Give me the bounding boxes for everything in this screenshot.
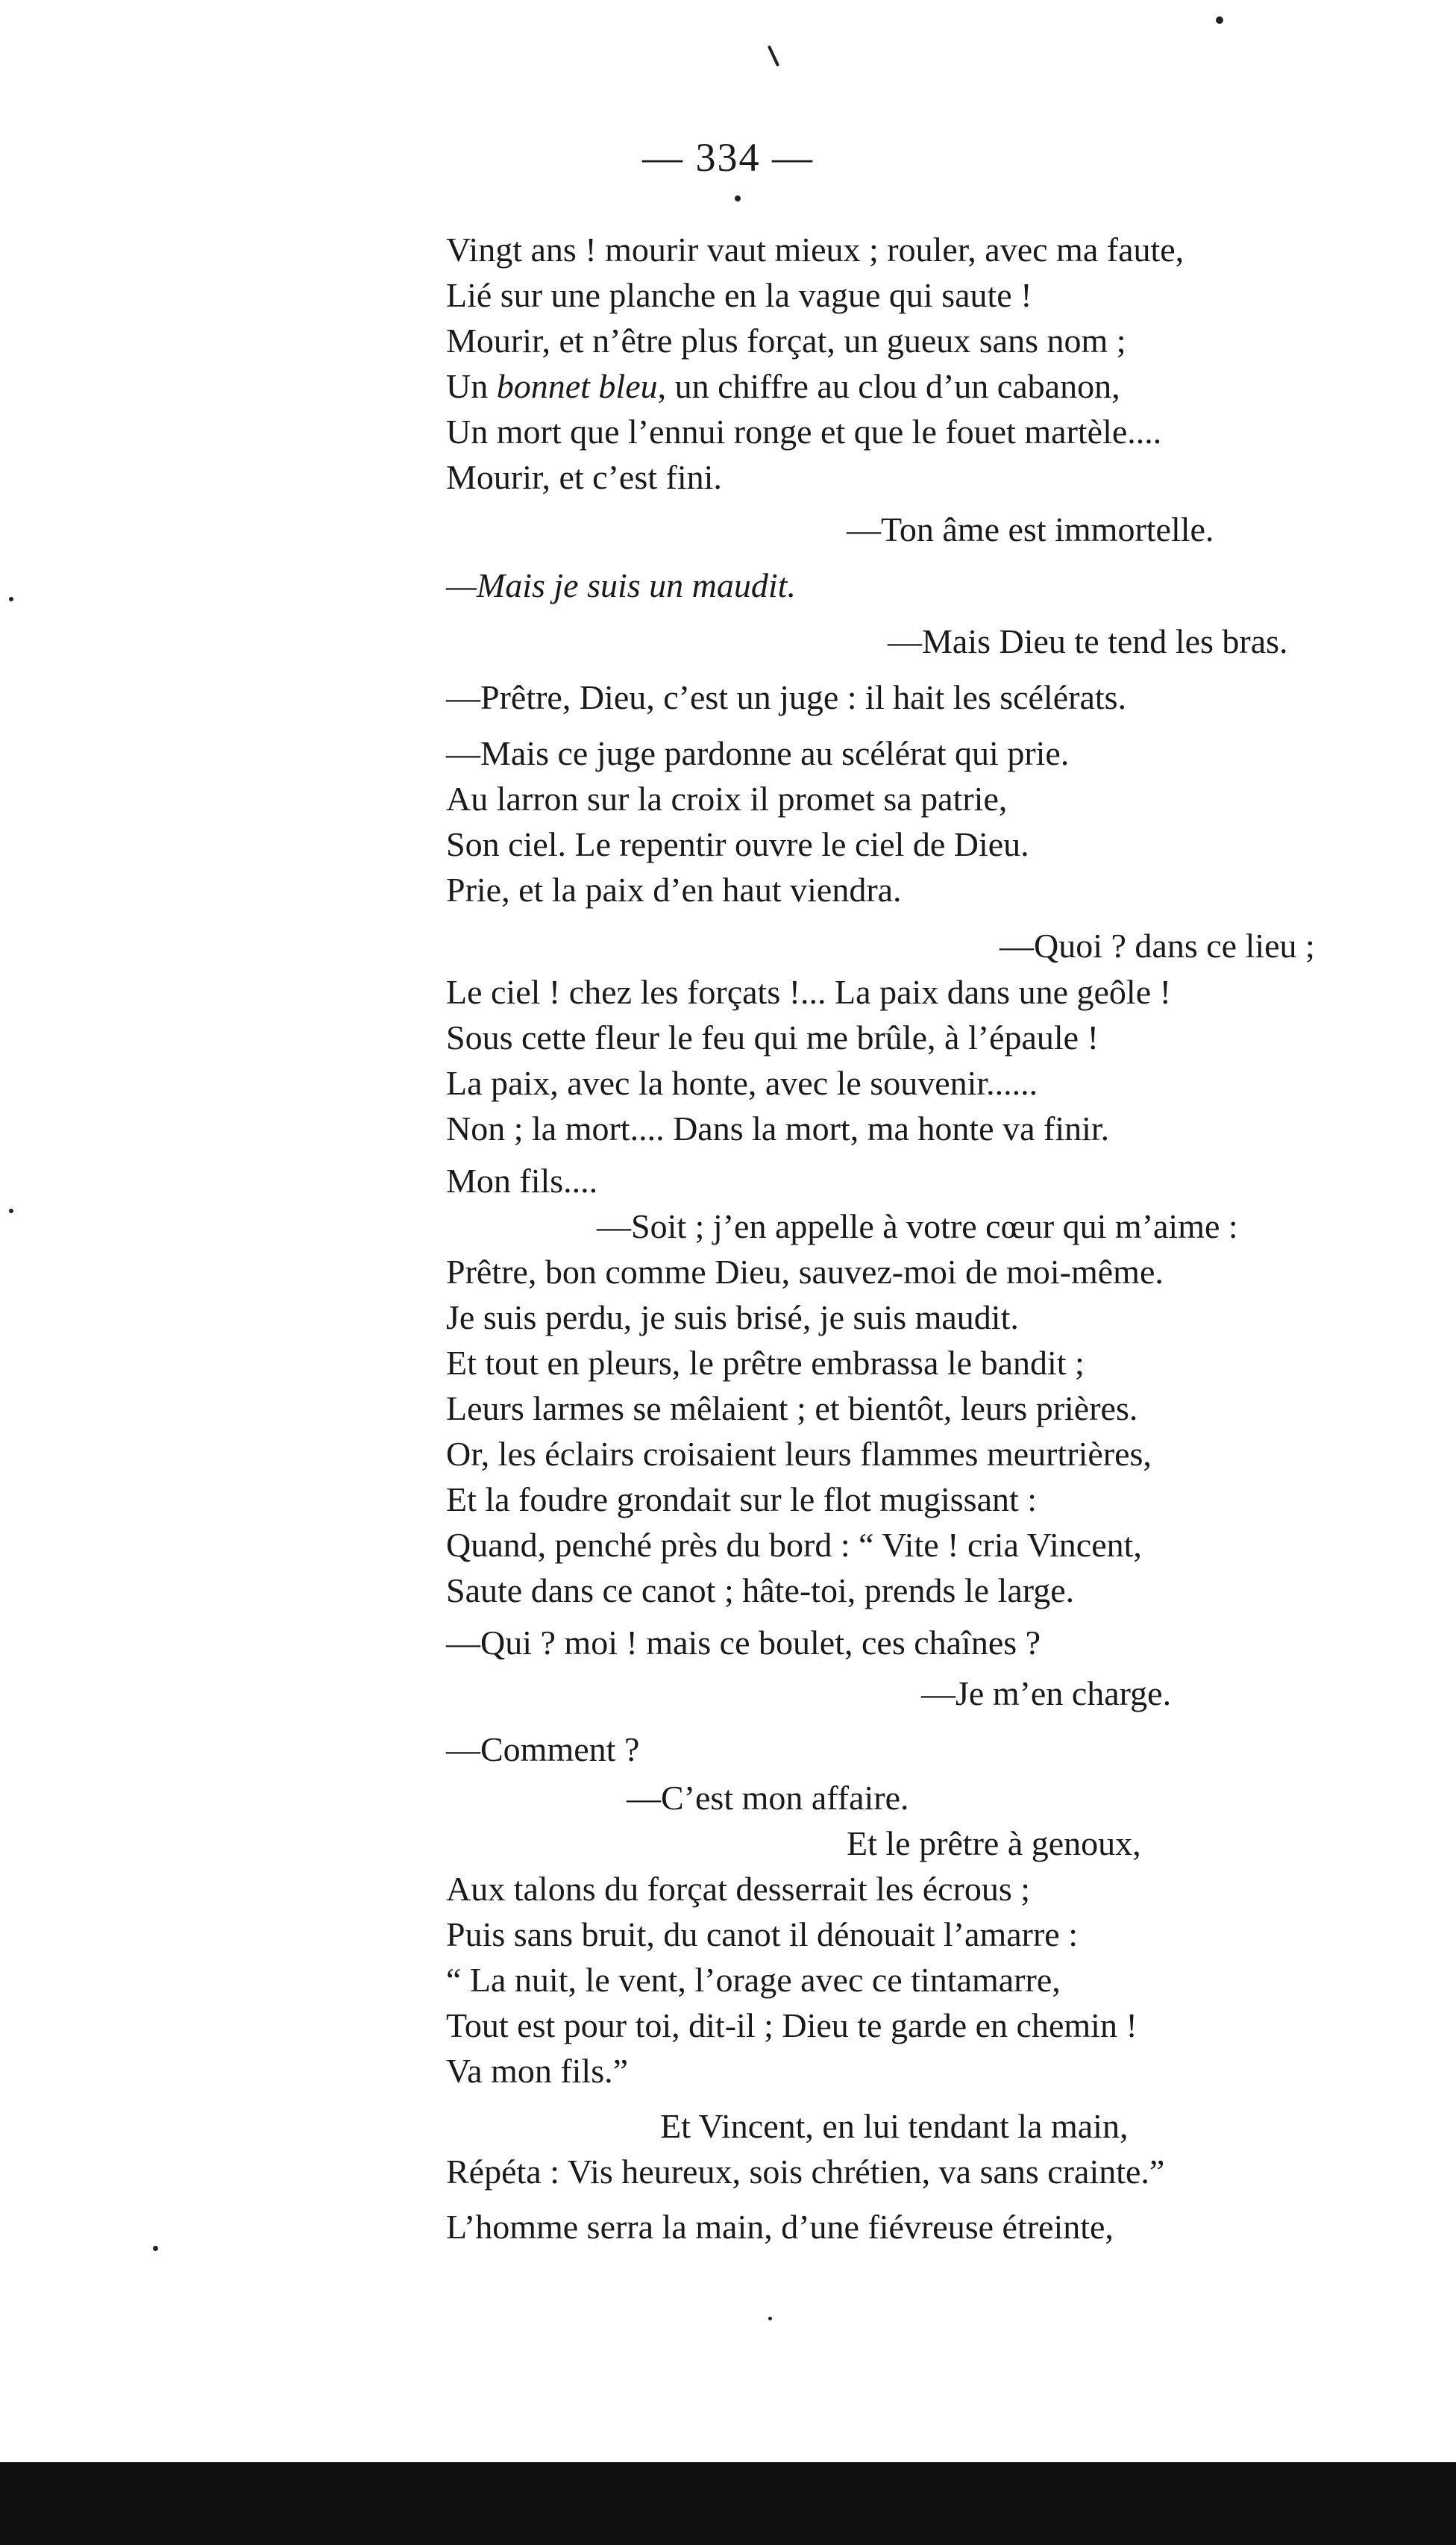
verse-line: Saute dans ce canot ; hâte-toi, prends le large. (446, 1571, 1075, 1609)
verse-line: —Quoi ? dans ce lieu ; (1000, 927, 1315, 965)
verse-line: —Prêtre, Dieu, c’est un juge : il hait les scélérats. (446, 678, 1127, 716)
scan-speck (768, 2317, 772, 2320)
scan-bottom-border (0, 2462, 1456, 2545)
verse-line: —Soit ; j’en appelle à votre cœur qui m’aime : (597, 1207, 1238, 1245)
verse-line: Mon fils.... (446, 1162, 598, 1200)
verse-line: Et tout en pleurs, le prêtre embrassa le bandit ; (446, 1344, 1085, 1382)
verse-line: Non ; la mort.... Dans la mort, ma honte va finir. (446, 1109, 1110, 1148)
verse-line: Leurs larmes se mêlaient ; et bientôt, leurs prières. (446, 1389, 1138, 1427)
verse-line: Tout est pour toi, dit-il ; Dieu te garde en chemin ! (446, 2006, 1138, 2044)
verse-line: Mourir, et n’être plus forçat, un gueux sans nom ; (446, 322, 1126, 360)
verse-line: —Mais ce juge pardonne au scélérat qui prie. (446, 734, 1070, 772)
verse-line: Je suis perdu, je suis brisé, je suis maudit. (446, 1298, 1019, 1336)
scan-speck (153, 2246, 158, 2251)
scan-speck (735, 195, 741, 201)
verse-line (446, 563, 796, 608)
verse-italic-segment: —Mais je suis un maudit. (446, 566, 796, 604)
verse-line: Aux talons du forçat desserrait les écrous ; (446, 1870, 1031, 1908)
verse-line: Prêtre, bon comme Dieu, sauvez-moi de moi-même. (446, 1253, 1164, 1291)
verse-line: Et le prêtre à genoux, (847, 1824, 1141, 1862)
page-number: — 334 — (642, 135, 814, 180)
verse-line: Répéta : Vis heureux, sois chrétien, va sans crainte.” (446, 2153, 1165, 2191)
verse-line: L’homme serra la main, d’une fiévreuse étreinte, (446, 2208, 1114, 2246)
verse-italic-segment: bonnet bleu (496, 367, 658, 405)
verse-line: Va mon fils.” (446, 2052, 629, 2090)
verse-line: Prie, et la paix d’en haut viendra. (446, 871, 902, 909)
verse-line: Son ciel. Le repentir ouvre le ciel de Dieu. (446, 825, 1029, 863)
verse-line (446, 364, 1120, 409)
verse-line: Puis sans bruit, du canot il dénouait l’amarre : (446, 1915, 1078, 1953)
verse-line: La paix, avec la honte, avec le souvenir...... (446, 1064, 1038, 1102)
verse-line: —C’est mon affaire. (627, 1779, 909, 1817)
verse-line: —Qui ? moi ! mais ce boulet, ces chaînes ? (446, 1624, 1041, 1662)
verse-line: Mourir, et c’est fini. (446, 458, 722, 496)
verse-line: Vingt ans ! mourir vaut mieux ; rouler, avec ma faute, (446, 231, 1184, 269)
verse-segment: , un chiffre au clou d’un cabanon, (657, 367, 1120, 405)
verse-line: —Mais Dieu te tend les bras. (888, 622, 1288, 660)
verse-line: Sous cette fleur le feu qui me brûle, à l’épaule ! (446, 1018, 1099, 1056)
verse-line: Et la foudre grondait sur le flot mugissant : (446, 1480, 1038, 1518)
verse-line: “ La nuit, le vent, l’orage avec ce tintamarre, (446, 1961, 1061, 1999)
verse-line: —Ton âme est immortelle. (847, 510, 1214, 548)
scan-speck (9, 597, 13, 601)
verse-line: Le ciel ! chez les forçats !... La paix dans une geôle ! (446, 973, 1171, 1011)
scan-speck (1216, 16, 1223, 24)
scan-speck (768, 46, 779, 67)
verse-line: —Je m’en charge. (921, 1674, 1172, 1712)
verse-line: Or, les éclairs croisaient leurs flammes meurtrières, (446, 1435, 1152, 1473)
verse-segment: Un (446, 367, 497, 405)
verse-line: Quand, penché près du bord : “ Vite ! cria Vincent, (446, 1526, 1142, 1564)
verse-line: Lié sur une planche en la vague qui saute ! (446, 276, 1032, 314)
verse-line: Un mort que l’ennui ronge et que le fouet martèle.... (446, 413, 1162, 451)
verse-line: Et Vincent, en lui tendant la main, (660, 2107, 1129, 2145)
scan-speck (9, 1209, 13, 1213)
verse-line: Au larron sur la croix il promet sa patrie, (446, 780, 1008, 818)
verse-line: —Comment ? (446, 1730, 640, 1768)
